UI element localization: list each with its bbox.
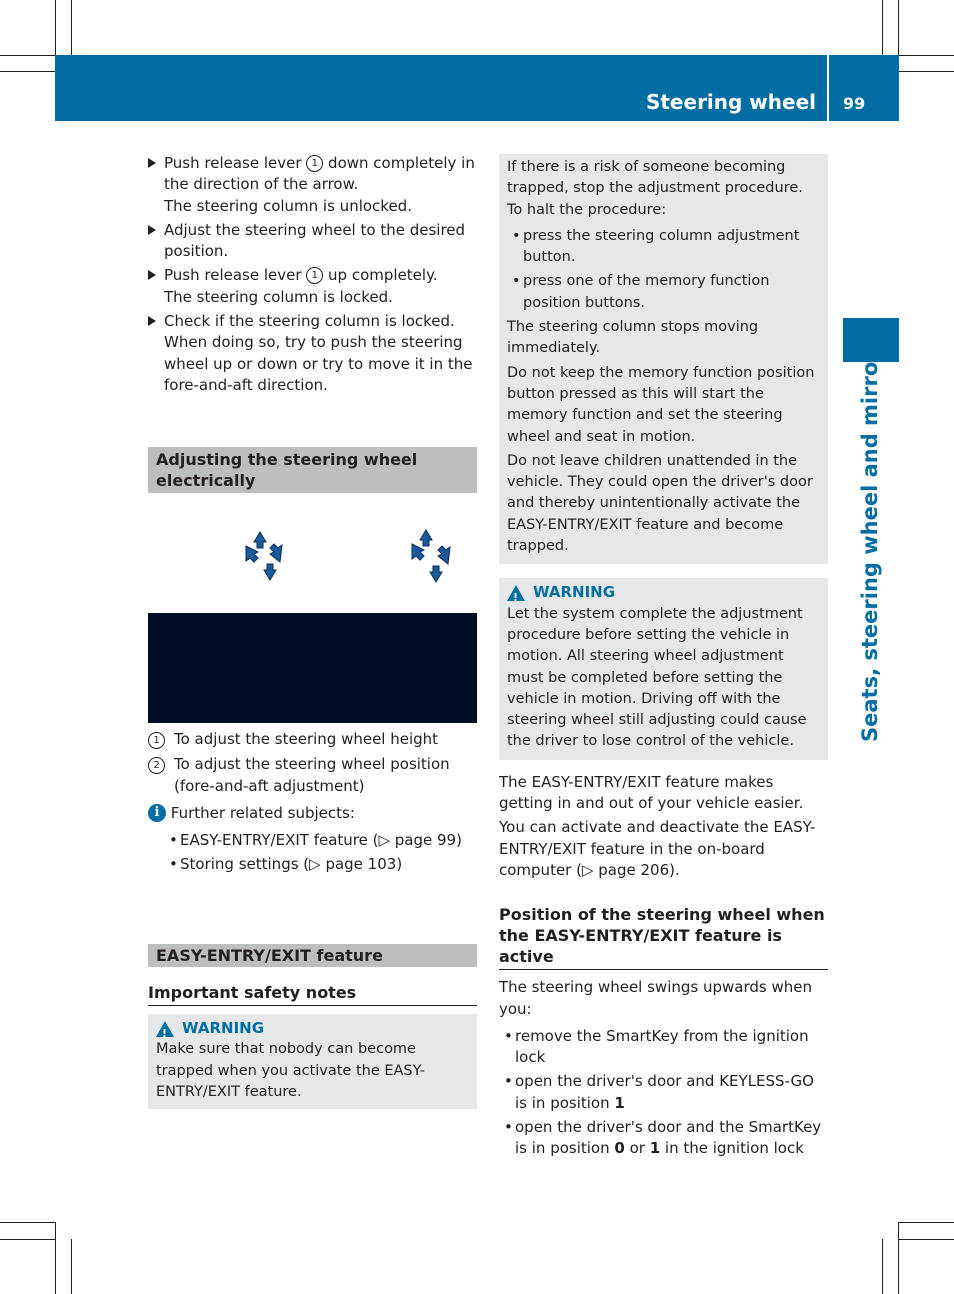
step-item: Push release lever 1 up completely. The steering column is locked. <box>148 265 478 308</box>
info-note: i Further related subjects: • EASY-ENTRY/EXIT feature (▷ page 99) • Storing settings (▷ page 103) <box>148 803 478 876</box>
section-heading: Adjusting the steering wheel electrically <box>148 447 477 493</box>
subsection-heading: Important safety notes <box>148 982 477 1006</box>
paragraph: You can activate and deactivate the EASY-ENTRY/EXIT feature in the on-board computer (▷ page 206). <box>499 818 816 879</box>
page-title: Steering wheel <box>645 90 816 114</box>
warning-bullet: • press one of the memory function position buttons. <box>512 273 770 311</box>
warning-title: ! WARNING <box>156 1018 469 1039</box>
info-icon: i <box>148 804 166 822</box>
crop-mark <box>899 1239 954 1240</box>
arrow-icon <box>148 158 156 168</box>
paragraph: The EASY-ENTRY/EXIT feature makes getting in and out of your vehicle easier. <box>499 772 804 813</box>
callout-number: 1 <box>306 267 323 284</box>
warning-box-continued: If there is a risk of someone becoming trapped, stop the adjustment procedure. To halt the procedure: • press the steering column adjustment button. • press one of the memory function position buttons. The steering column stops moving immediately. Do not keep the memory function position button pressed as this will start the memory function and set the steering wheel and seat in motion. Do not leave children unattended in the vehicle. They could open the driver's door and thereby unintentionally activate the EASY-ENTRY/EXIT feature and become trapped. <box>499 154 828 564</box>
paragraph: The steering wheel swings upwards when you: <box>499 978 812 1018</box>
section-easy-entry <box>148 944 477 967</box>
legend <box>148 729 478 879</box>
section-adjust <box>148 447 477 493</box>
crop-mark <box>55 1222 56 1294</box>
legend-item: 1 To adjust the steering wheel height <box>148 729 478 750</box>
step-item: Push release lever 1 down completely in the direction of the arrow. The steering column is unlocked. <box>148 153 478 217</box>
crop-mark <box>0 55 55 56</box>
header-separator <box>827 55 829 121</box>
warning-box: ! WARNING Let the system complete the adjustment procedure before setting the vehicle in motion. All steering wheel adjustment must be completed before setting the vehicle in motion. Driving off with the steering wheel still adjusting could cause the driver to lose control of the vehicle. <box>499 578 828 759</box>
crop-mark <box>71 0 72 55</box>
step-result: The steering column is locked. <box>164 287 393 306</box>
callout-number: 1 <box>306 155 323 172</box>
warning-title: ! WARNING <box>507 582 820 603</box>
chapter-title: Seats, steering wheel and mirrors <box>858 338 882 742</box>
callout-number: 2 <box>148 757 165 774</box>
crop-mark <box>898 1222 899 1294</box>
list-item: • remove the SmartKey from the ignition lock <box>504 1026 809 1067</box>
crop-mark <box>0 71 55 72</box>
step-item: Check if the steering column is locked. When doing so, try to push the steering wheel up or down or try to move it in the fore-and-aft direction. <box>148 311 478 396</box>
crop-mark <box>899 55 954 56</box>
list-item: • open the driver's door and KEYLESS-GO is in position 1 <box>504 1072 814 1112</box>
info-bullet: • Storing settings (▷ page 103) <box>169 855 403 874</box>
section-heading: EASY-ENTRY/EXIT feature <box>148 944 477 967</box>
crop-mark <box>882 1239 883 1294</box>
crop-mark <box>0 1222 55 1223</box>
legend-item: 2 To adjust the steering wheel position (fore-and-aft adjustment) <box>148 754 478 797</box>
arrow-icon <box>148 316 156 326</box>
arrow-icon <box>148 225 156 235</box>
crop-mark <box>899 1222 954 1223</box>
step-item: Adjust the steering wheel to the desired position. <box>148 220 478 263</box>
callout-number: 1 <box>148 732 165 749</box>
info-bullet: • EASY-ENTRY/EXIT feature (▷ page 99) <box>169 831 462 850</box>
page-number: 99 <box>843 94 866 113</box>
right-column <box>499 154 828 1163</box>
warning-bullet: • press the steering column adjustment button. <box>512 227 800 266</box>
left-steps <box>148 153 478 399</box>
steering-adjust-photo <box>148 506 477 723</box>
warning-box: ! WARNING Make sure that nobody can become trapped when you activate the EASY-ENTRY/EXIT feature. <box>148 1014 477 1109</box>
crop-mark <box>899 71 954 72</box>
warning-icon <box>507 585 525 601</box>
step-result: The steering column is unlocked. <box>164 196 412 215</box>
warning-icon <box>156 1021 174 1037</box>
subsection-heading: Position of the steering wheel when the EASY-ENTRY/EXIT feature is active <box>499 904 828 970</box>
safety-notes <box>148 982 477 1109</box>
crop-mark <box>71 1239 72 1294</box>
crop-mark <box>882 0 883 55</box>
crop-mark <box>0 1239 55 1240</box>
arrow-icon <box>148 270 156 280</box>
list-item: • open the driver's door and the SmartKey is in position 0 or 1 in the ignition lock <box>504 1117 822 1158</box>
